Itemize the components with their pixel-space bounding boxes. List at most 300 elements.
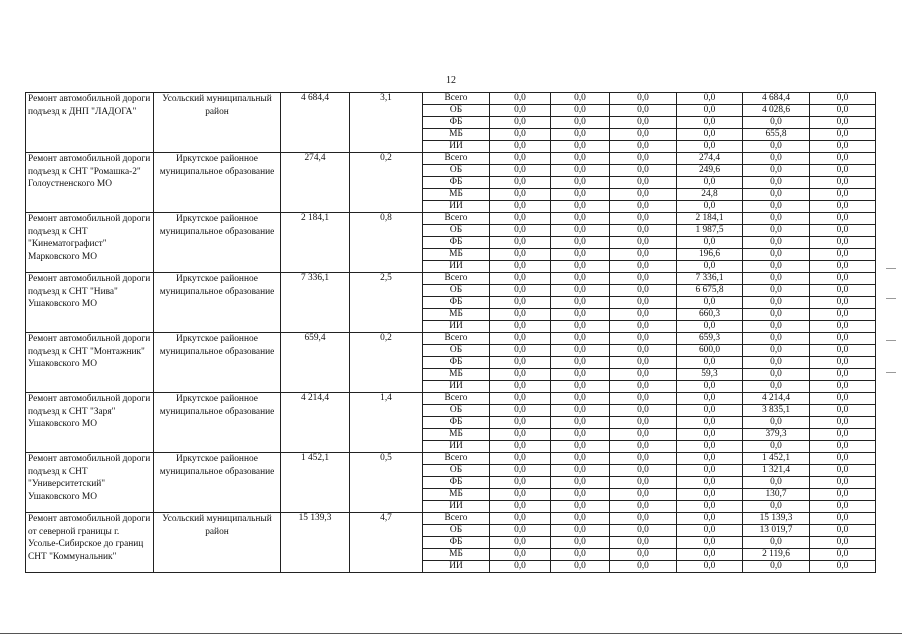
- table-row: [26, 153, 876, 165]
- year-value-cell: 0,0: [490, 273, 551, 285]
- year-value-cell: 0,0: [490, 165, 551, 177]
- year-value-cell: 0,0: [610, 249, 677, 261]
- year-value-cell: 0,0: [810, 297, 876, 309]
- year-value-cell: 0,0: [610, 261, 677, 273]
- year-value-cell: 0,0: [490, 237, 551, 249]
- project-municipality: Иркутское районное муниципальное образование: [154, 333, 281, 393]
- year-value-cell: 0,0: [551, 561, 610, 573]
- year-value-cell: 274,4: [677, 153, 743, 165]
- year-value-cell: 0,0: [677, 105, 743, 117]
- year-value-cell: 0,0: [810, 117, 876, 129]
- funding-source: ОБ: [423, 465, 490, 477]
- project-municipality: Усольский муниципальный район: [154, 513, 281, 573]
- year-value-cell: 0,0: [551, 309, 610, 321]
- year-value-cell: 0,0: [610, 153, 677, 165]
- budget-table-body: [26, 93, 876, 573]
- year-value-cell: 0,0: [810, 201, 876, 213]
- year-value-cell: 0,0: [677, 417, 743, 429]
- year-value-cell: 0,0: [810, 369, 876, 381]
- year-value-cell: 1 987,5: [677, 225, 743, 237]
- year-value-cell: 0,0: [610, 465, 677, 477]
- year-value-cell: 0,0: [551, 141, 610, 153]
- year-value-cell: 0,0: [490, 549, 551, 561]
- year-value-cell: 0,0: [551, 117, 610, 129]
- year-value-cell: 0,0: [551, 477, 610, 489]
- year-value-cell: 4 214,4: [743, 393, 810, 405]
- year-value-cell: 0,0: [743, 153, 810, 165]
- year-value-cell: 0,0: [610, 321, 677, 333]
- funding-source: Всего: [423, 453, 490, 465]
- year-value-cell: 0,0: [551, 105, 610, 117]
- year-value-cell: 0,0: [610, 105, 677, 117]
- year-value-cell: 0,0: [743, 369, 810, 381]
- year-value-cell: 7 336,1: [677, 273, 743, 285]
- year-value-cell: 0,0: [610, 549, 677, 561]
- year-value-cell: 0,0: [677, 501, 743, 513]
- project-length: 3,1: [350, 93, 423, 153]
- year-value-cell: 0,0: [743, 165, 810, 177]
- year-value-cell: 0,0: [490, 213, 551, 225]
- year-value-cell: 0,0: [743, 177, 810, 189]
- year-value-cell: 0,0: [743, 561, 810, 573]
- year-value-cell: 0,0: [551, 273, 610, 285]
- year-value-cell: 0,0: [810, 237, 876, 249]
- year-value-cell: 0,0: [490, 141, 551, 153]
- year-value-cell: 0,0: [677, 237, 743, 249]
- year-value-cell: 130,7: [743, 489, 810, 501]
- funding-source: ИИ: [423, 321, 490, 333]
- year-value-cell: 0,0: [490, 381, 551, 393]
- project-name: Ремонт автомобильной дороги подъезд к СНТ "Кинематографист" Марковского МО: [26, 213, 154, 273]
- table-row: [26, 93, 876, 105]
- year-value-cell: 0,0: [610, 117, 677, 129]
- funding-source: Всего: [423, 393, 490, 405]
- table-row: [26, 453, 876, 465]
- funding-source: Всего: [423, 513, 490, 525]
- year-value-cell: 0,0: [810, 141, 876, 153]
- year-value-cell: 0,0: [743, 501, 810, 513]
- year-value-cell: 0,0: [551, 213, 610, 225]
- year-value-cell: 0,0: [810, 225, 876, 237]
- funding-source: ОБ: [423, 345, 490, 357]
- year-value-cell: 0,0: [610, 453, 677, 465]
- year-value-cell: 0,0: [551, 249, 610, 261]
- year-value-cell: 0,0: [490, 465, 551, 477]
- year-value-cell: 0,0: [677, 465, 743, 477]
- margin-mark: [886, 340, 896, 341]
- margin-mark: [886, 268, 896, 269]
- year-value-cell: 4 684,4: [743, 93, 810, 105]
- year-value-cell: 0,0: [743, 201, 810, 213]
- year-value-cell: 0,0: [810, 549, 876, 561]
- funding-source: ИИ: [423, 201, 490, 213]
- funding-source: ОБ: [423, 405, 490, 417]
- year-value-cell: 0,0: [610, 213, 677, 225]
- year-value-cell: 0,0: [610, 441, 677, 453]
- year-value-cell: 0,0: [743, 417, 810, 429]
- year-value-cell: 15 139,3: [743, 513, 810, 525]
- funding-source: МБ: [423, 249, 490, 261]
- year-value-cell: 0,0: [677, 513, 743, 525]
- year-value-cell: 0,0: [490, 405, 551, 417]
- year-value-cell: 0,0: [610, 405, 677, 417]
- year-value-cell: 24,8: [677, 189, 743, 201]
- year-value-cell: 196,6: [677, 249, 743, 261]
- project-municipality: Иркутское районное муниципальное образование: [154, 273, 281, 333]
- year-value-cell: 0,0: [743, 345, 810, 357]
- year-value-cell: 0,0: [677, 429, 743, 441]
- table-row: [26, 273, 876, 285]
- year-value-cell: 0,0: [810, 477, 876, 489]
- project-length: 0,2: [350, 333, 423, 393]
- year-value-cell: 0,0: [810, 381, 876, 393]
- year-value-cell: 0,0: [610, 165, 677, 177]
- funding-source: ФБ: [423, 357, 490, 369]
- year-value-cell: 1 452,1: [743, 453, 810, 465]
- year-value-cell: 0,0: [490, 177, 551, 189]
- year-value-cell: 0,0: [810, 321, 876, 333]
- year-value-cell: 0,0: [677, 393, 743, 405]
- year-value-cell: 0,0: [490, 93, 551, 105]
- funding-source: МБ: [423, 429, 490, 441]
- year-value-cell: 0,0: [677, 537, 743, 549]
- year-value-cell: 0,0: [743, 237, 810, 249]
- year-value-cell: 0,0: [810, 333, 876, 345]
- year-value-cell: 0,0: [610, 525, 677, 537]
- year-value-cell: 0,0: [551, 177, 610, 189]
- year-value-cell: 0,0: [551, 441, 610, 453]
- year-value-cell: 0,0: [610, 237, 677, 249]
- project-length: 0,8: [350, 213, 423, 273]
- year-value-cell: 0,0: [551, 429, 610, 441]
- year-value-cell: 0,0: [490, 321, 551, 333]
- year-value-cell: 0,0: [743, 285, 810, 297]
- year-value-cell: 0,0: [610, 537, 677, 549]
- year-value-cell: 0,0: [743, 477, 810, 489]
- year-value-cell: 0,0: [810, 453, 876, 465]
- year-value-cell: 0,0: [551, 549, 610, 561]
- year-value-cell: 0,0: [551, 453, 610, 465]
- year-value-cell: 0,0: [743, 141, 810, 153]
- year-value-cell: 0,0: [810, 393, 876, 405]
- year-value-cell: 0,0: [610, 345, 677, 357]
- year-value-cell: 0,0: [551, 465, 610, 477]
- funding-source: ОБ: [423, 165, 490, 177]
- year-value-cell: 0,0: [551, 129, 610, 141]
- year-value-cell: 0,0: [490, 345, 551, 357]
- year-value-cell: 0,0: [610, 177, 677, 189]
- year-value-cell: 0,0: [677, 477, 743, 489]
- funding-source: ИИ: [423, 441, 490, 453]
- year-value-cell: 0,0: [743, 225, 810, 237]
- funding-source: ИИ: [423, 501, 490, 513]
- year-value-cell: 2 184,1: [677, 213, 743, 225]
- year-value-cell: 0,0: [810, 213, 876, 225]
- year-value-cell: 13 019,7: [743, 525, 810, 537]
- funding-source: ФБ: [423, 117, 490, 129]
- year-value-cell: 0,0: [610, 201, 677, 213]
- year-value-cell: 4 028,6: [743, 105, 810, 117]
- year-value-cell: 0,0: [677, 297, 743, 309]
- year-value-cell: 0,0: [810, 105, 876, 117]
- project-municipality: Иркутское районное муниципальное образование: [154, 153, 281, 213]
- year-value-cell: 0,0: [610, 141, 677, 153]
- year-value-cell: 0,0: [610, 297, 677, 309]
- year-value-cell: 0,0: [490, 417, 551, 429]
- year-value-cell: 379,3: [743, 429, 810, 441]
- year-value-cell: 6 675,8: [677, 285, 743, 297]
- year-value-cell: 0,0: [490, 393, 551, 405]
- project-name: Ремонт автомобильной дороги подъезд к СНТ "Ромашка-2" Голоустненского МО: [26, 153, 154, 213]
- funding-source: МБ: [423, 489, 490, 501]
- project-name: Ремонт автомобильной дороги подъезд к СНТ "Заря" Ушаковского МО: [26, 393, 154, 453]
- year-value-cell: 0,0: [677, 549, 743, 561]
- year-value-cell: 0,0: [610, 417, 677, 429]
- year-value-cell: 0,0: [490, 105, 551, 117]
- year-value-cell: 0,0: [551, 537, 610, 549]
- year-value-cell: 0,0: [743, 117, 810, 129]
- funding-source: ОБ: [423, 225, 490, 237]
- year-value-cell: 0,0: [490, 225, 551, 237]
- funding-source: ФБ: [423, 237, 490, 249]
- year-value-cell: 0,0: [610, 369, 677, 381]
- project-length: 4,7: [350, 513, 423, 573]
- project-total-cost: 4 684,4: [281, 93, 350, 153]
- project-total-cost: 2 184,1: [281, 213, 350, 273]
- funding-source: ОБ: [423, 285, 490, 297]
- year-value-cell: 0,0: [490, 309, 551, 321]
- year-value-cell: 0,0: [810, 177, 876, 189]
- year-value-cell: 0,0: [490, 117, 551, 129]
- year-value-cell: 0,0: [551, 369, 610, 381]
- funding-source: ИИ: [423, 261, 490, 273]
- year-value-cell: 0,0: [677, 177, 743, 189]
- year-value-cell: 0,0: [551, 285, 610, 297]
- year-value-cell: 0,0: [810, 465, 876, 477]
- year-value-cell: 0,0: [743, 297, 810, 309]
- funding-source: ИИ: [423, 561, 490, 573]
- project-length: 2,5: [350, 273, 423, 333]
- year-value-cell: 0,0: [551, 489, 610, 501]
- year-value-cell: 0,0: [677, 141, 743, 153]
- year-value-cell: 0,0: [490, 429, 551, 441]
- funding-source: ОБ: [423, 105, 490, 117]
- year-value-cell: 0,0: [743, 189, 810, 201]
- year-value-cell: 1 321,4: [743, 465, 810, 477]
- year-value-cell: 0,0: [677, 261, 743, 273]
- funding-source: МБ: [423, 189, 490, 201]
- funding-source: Всего: [423, 93, 490, 105]
- year-value-cell: 0,0: [677, 117, 743, 129]
- funding-source: МБ: [423, 369, 490, 381]
- year-value-cell: 0,0: [810, 309, 876, 321]
- year-value-cell: 0,0: [610, 477, 677, 489]
- year-value-cell: 0,0: [610, 309, 677, 321]
- year-value-cell: 0,0: [743, 441, 810, 453]
- year-value-cell: 0,0: [551, 513, 610, 525]
- year-value-cell: 0,0: [551, 297, 610, 309]
- project-total-cost: 15 139,3: [281, 513, 350, 573]
- year-value-cell: 0,0: [677, 489, 743, 501]
- year-value-cell: 0,0: [610, 393, 677, 405]
- year-value-cell: 0,0: [551, 261, 610, 273]
- year-value-cell: 0,0: [810, 513, 876, 525]
- year-value-cell: 0,0: [610, 225, 677, 237]
- year-value-cell: 0,0: [490, 333, 551, 345]
- project-total-cost: 1 452,1: [281, 453, 350, 513]
- year-value-cell: 59,3: [677, 369, 743, 381]
- year-value-cell: 0,0: [810, 261, 876, 273]
- project-municipality: Иркутское районное муниципальное образование: [154, 393, 281, 453]
- table-row: [26, 213, 876, 225]
- funding-source: ФБ: [423, 537, 490, 549]
- budget-table: [25, 92, 876, 573]
- year-value-cell: 0,0: [490, 501, 551, 513]
- year-value-cell: 0,0: [677, 405, 743, 417]
- year-value-cell: 655,8: [743, 129, 810, 141]
- year-value-cell: 0,0: [610, 189, 677, 201]
- year-value-cell: 0,0: [810, 501, 876, 513]
- project-total-cost: 659,4: [281, 333, 350, 393]
- year-value-cell: 0,0: [610, 333, 677, 345]
- year-value-cell: 0,0: [677, 201, 743, 213]
- year-value-cell: 0,0: [551, 381, 610, 393]
- year-value-cell: 0,0: [610, 129, 677, 141]
- year-value-cell: 0,0: [490, 297, 551, 309]
- project-length: 0,2: [350, 153, 423, 213]
- year-value-cell: 0,0: [551, 189, 610, 201]
- year-value-cell: 0,0: [810, 537, 876, 549]
- year-value-cell: 0,0: [810, 153, 876, 165]
- year-value-cell: 0,0: [551, 405, 610, 417]
- year-value-cell: 600,0: [677, 345, 743, 357]
- funding-source: ФБ: [423, 297, 490, 309]
- year-value-cell: 0,0: [490, 537, 551, 549]
- year-value-cell: 0,0: [490, 561, 551, 573]
- project-name: Ремонт автомобильной дороги от северной границы г. Усолье-Сибирское до границ СНТ "Коммунальник": [26, 513, 154, 573]
- year-value-cell: 0,0: [551, 357, 610, 369]
- year-value-cell: 0,0: [610, 429, 677, 441]
- year-value-cell: 0,0: [610, 93, 677, 105]
- year-value-cell: 0,0: [490, 153, 551, 165]
- year-value-cell: 249,6: [677, 165, 743, 177]
- project-municipality: Усольский муниципальный район: [154, 93, 281, 153]
- year-value-cell: 0,0: [490, 201, 551, 213]
- year-value-cell: 0,0: [810, 273, 876, 285]
- year-value-cell: 0,0: [551, 393, 610, 405]
- year-value-cell: 0,0: [810, 165, 876, 177]
- funding-source: МБ: [423, 549, 490, 561]
- project-municipality: Иркутское районное муниципальное образование: [154, 453, 281, 513]
- year-value-cell: 0,0: [810, 405, 876, 417]
- year-value-cell: 0,0: [677, 525, 743, 537]
- year-value-cell: 660,3: [677, 309, 743, 321]
- funding-source: ФБ: [423, 177, 490, 189]
- year-value-cell: 0,0: [810, 285, 876, 297]
- year-value-cell: 0,0: [743, 213, 810, 225]
- funding-source: МБ: [423, 309, 490, 321]
- year-value-cell: 0,0: [810, 441, 876, 453]
- year-value-cell: 0,0: [743, 381, 810, 393]
- funding-source: Всего: [423, 273, 490, 285]
- year-value-cell: 0,0: [490, 357, 551, 369]
- year-value-cell: 0,0: [490, 261, 551, 273]
- project-length: 0,5: [350, 453, 423, 513]
- table-row: [26, 333, 876, 345]
- year-value-cell: 0,0: [610, 501, 677, 513]
- year-value-cell: 0,0: [490, 525, 551, 537]
- funding-source: ОБ: [423, 525, 490, 537]
- year-value-cell: 0,0: [810, 93, 876, 105]
- year-value-cell: 0,0: [677, 381, 743, 393]
- year-value-cell: 0,0: [810, 357, 876, 369]
- year-value-cell: 0,0: [551, 153, 610, 165]
- year-value-cell: 0,0: [610, 357, 677, 369]
- year-value-cell: 0,0: [677, 441, 743, 453]
- year-value-cell: 0,0: [490, 453, 551, 465]
- year-value-cell: 0,0: [551, 321, 610, 333]
- project-total-cost: 7 336,1: [281, 273, 350, 333]
- margin-mark: [886, 372, 896, 373]
- project-municipality: Иркутское районное муниципальное образование: [154, 213, 281, 273]
- year-value-cell: 0,0: [490, 249, 551, 261]
- year-value-cell: 0,0: [743, 357, 810, 369]
- year-value-cell: 0,0: [490, 477, 551, 489]
- year-value-cell: 0,0: [610, 513, 677, 525]
- year-value-cell: 0,0: [743, 249, 810, 261]
- funding-source: ФБ: [423, 477, 490, 489]
- year-value-cell: 0,0: [810, 489, 876, 501]
- funding-source: Всего: [423, 213, 490, 225]
- table-row: [26, 393, 876, 405]
- margin-mark: [886, 298, 896, 299]
- year-value-cell: 0,0: [743, 273, 810, 285]
- year-value-cell: 0,0: [743, 261, 810, 273]
- page-bottom-rule: [0, 633, 902, 634]
- year-value-cell: 0,0: [551, 525, 610, 537]
- year-value-cell: 0,0: [677, 321, 743, 333]
- year-value-cell: 0,0: [810, 345, 876, 357]
- year-value-cell: 0,0: [551, 417, 610, 429]
- year-value-cell: 0,0: [551, 237, 610, 249]
- year-value-cell: 0,0: [743, 309, 810, 321]
- year-value-cell: 0,0: [677, 357, 743, 369]
- year-value-cell: 0,0: [810, 249, 876, 261]
- funding-source: МБ: [423, 129, 490, 141]
- project-total-cost: 4 214,4: [281, 393, 350, 453]
- year-value-cell: 0,0: [490, 129, 551, 141]
- project-length: 1,4: [350, 393, 423, 453]
- table-row: [26, 513, 876, 525]
- funding-source: ИИ: [423, 141, 490, 153]
- year-value-cell: 0,0: [551, 333, 610, 345]
- year-value-cell: 0,0: [610, 381, 677, 393]
- year-value-cell: 0,0: [551, 165, 610, 177]
- year-value-cell: 0,0: [551, 201, 610, 213]
- year-value-cell: 0,0: [610, 273, 677, 285]
- year-value-cell: 0,0: [610, 285, 677, 297]
- year-value-cell: 0,0: [490, 285, 551, 297]
- funding-source: ФБ: [423, 417, 490, 429]
- funding-source: Всего: [423, 333, 490, 345]
- year-value-cell: 0,0: [490, 489, 551, 501]
- funding-source: ИИ: [423, 381, 490, 393]
- year-value-cell: 2 119,6: [743, 549, 810, 561]
- project-name: Ремонт автомобильной дороги подъезд к СНТ "Нива" Ушаковского МО: [26, 273, 154, 333]
- year-value-cell: 0,0: [677, 129, 743, 141]
- year-value-cell: 0,0: [810, 417, 876, 429]
- year-value-cell: 3 835,1: [743, 405, 810, 417]
